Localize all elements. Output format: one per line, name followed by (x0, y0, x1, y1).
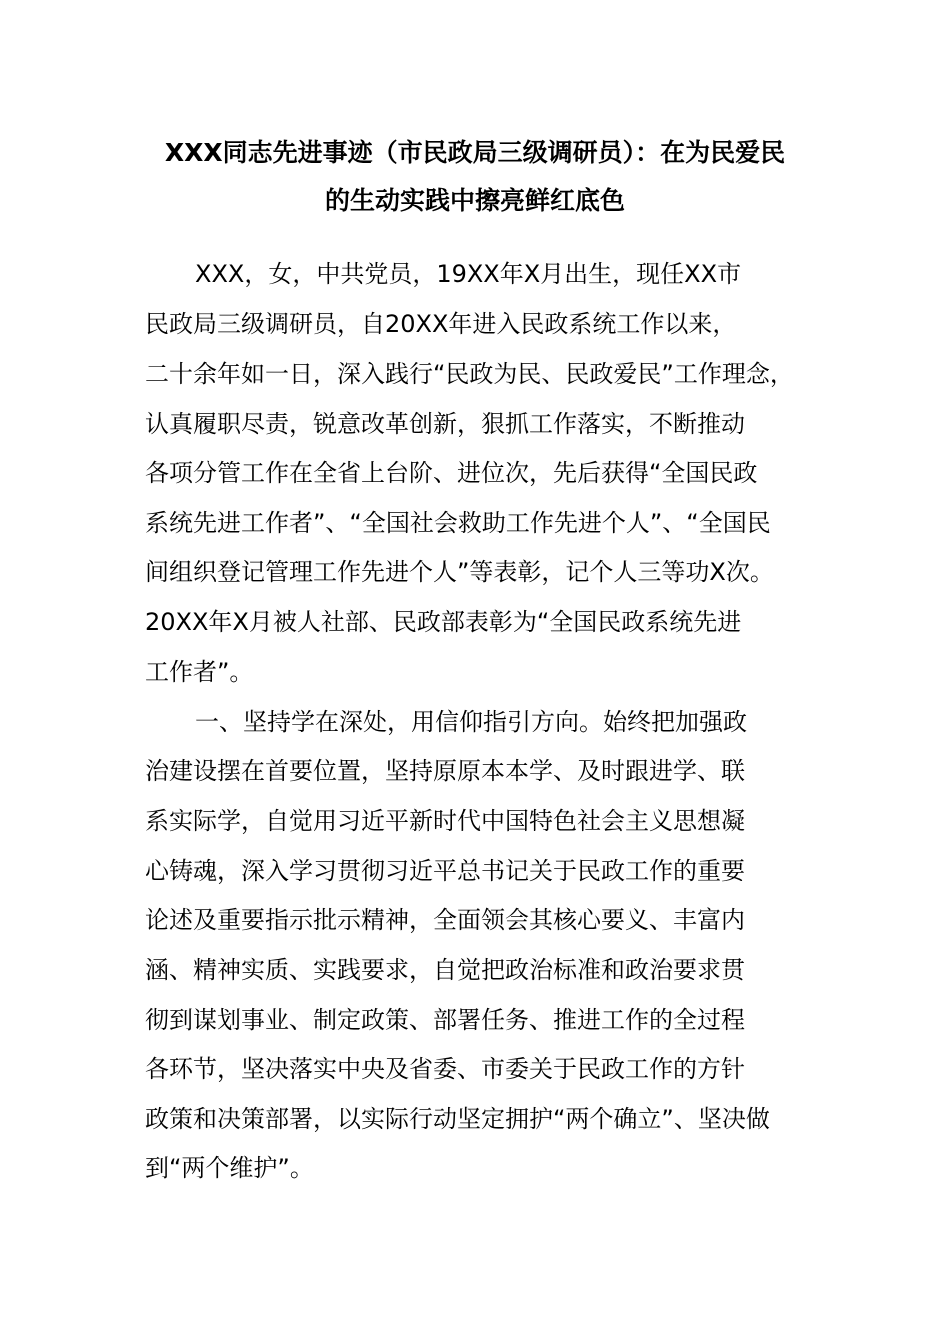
paragraph-1-line-8: 20XX年X月被人社部、民政部表彰为“全国民政系统先进 (145, 608, 742, 636)
paragraph-1-line-4: 认真履职尽责，锐意改革创新，狠抓工作落实，不断推动 (145, 410, 745, 438)
paragraph-2-line-1: 一、坚持学在深处，用信仰指引方向。始终把加强政 (195, 708, 747, 736)
paragraph-1-line-2: 民政局三级调研员，自20XX年进入民政系统工作以来， (145, 310, 737, 338)
paragraph-2-line-9: 政策和决策部署，以实际行动坚定拥护“两个确立”、坚决做 (145, 1105, 770, 1133)
paragraph-2-line-3: 系实际学，自觉用习近平新时代中国特色社会主义思想凝 (145, 807, 745, 835)
paragraph-2-line-6: 涵、精神实质、实践要求，自觉把政治标准和政治要求贯 (145, 956, 745, 984)
paragraph-2-line-8: 各环节，坚决落实中央及省委、市委关于民政工作的方针 (145, 1055, 745, 1083)
document-title-line-2: 的生动实践中擦亮鲜红底色 (324, 186, 625, 215)
paragraph-1-line-9: 工作者”。 (145, 658, 254, 686)
paragraph-1-line-3: 二十余年如一日，深入践行“民政为民、民政爱民”工作理念， (145, 360, 794, 388)
paragraph-2-line-2: 治建设摆在首要位置，坚持原原本本学、及时跟进学、联 (145, 757, 745, 785)
paragraph-1-line-6: 系统先进工作者”、“全国社会救助工作先进个人”、“全国民 (145, 509, 771, 537)
paragraph-2-line-7: 彻到谋划事业、制定政策、部署任务、推进工作的全过程 (145, 1006, 745, 1034)
paragraph-1-line-5: 各项分管工作在全省上台阶、进位次，先后获得“全国民政 (145, 459, 758, 487)
paragraph-1-line-1: XXX，女，中共党员，19XX年X月出生，现任XX市 (195, 260, 742, 288)
paragraph-2-line-10: 到“两个维护”。 (145, 1154, 314, 1182)
paragraph-2-line-4: 心铸魂，深入学习贯彻习近平总书记关于民政工作的重要 (145, 857, 745, 885)
paragraph-2-line-5: 论述及重要指示批示精神，全面领会其核心要义、丰富内 (145, 906, 745, 934)
paragraph-1-line-7: 间组织登记管理工作先进个人”等表彰，记个人三等功X次。 (145, 558, 774, 586)
document-title-line-1: XXX同志先进事迹（市民政局三级调研员）：在为民爱民 (164, 138, 786, 167)
